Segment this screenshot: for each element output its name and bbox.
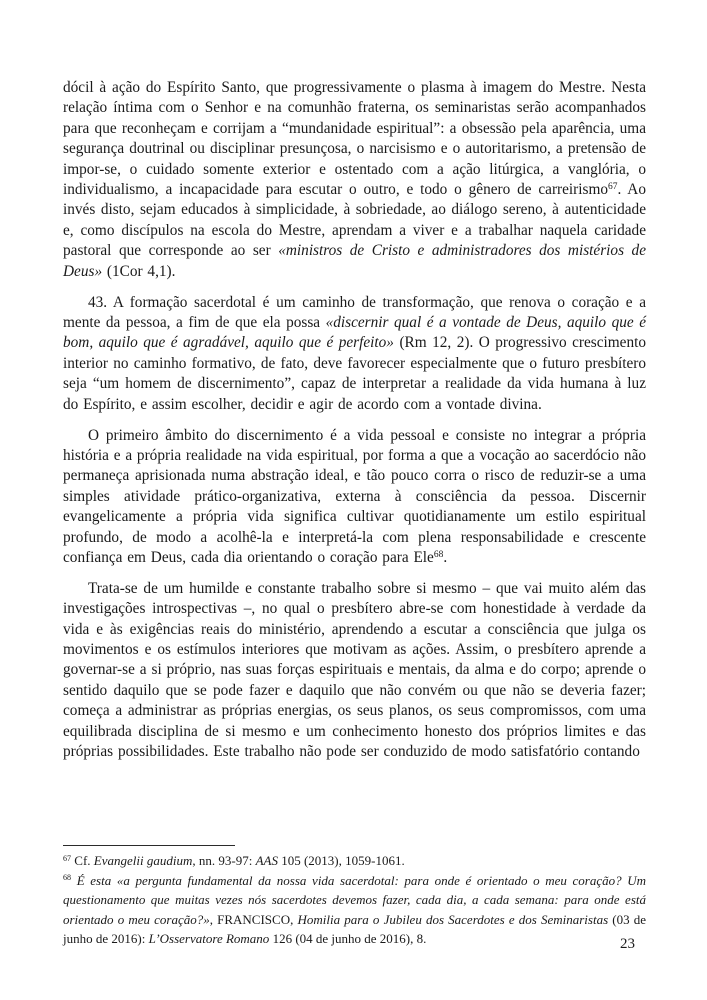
page-number: 23 — [620, 936, 635, 952]
paragraph-continuation: dócil à ação do Espírito Santo, que progressivamente o plasma à imagem do Mestre. Nesta relação íntima com o Senhor e na comunhão fraterna, os seminaristas serão acompanhados para que reconheçam e corrijam a “mundanidade espiritual”: a obsessão pela aparência, uma segurança doutrinal ou disciplinar presunçosa, o narcisismo e o autoritarismo, a pretensão de impor-se, o cuidado somente exterior e ostentado com a ação litúrgica, a vanglória, o individualismo, a incapacidade para escutar o outro, e todo o gênero de carreirismo$^{67}$. Ao invés disto, sejam educados à simplicidade, à sobriedade, ao diálogo sereno, à autenticidade e, como discípulos na escola do Mestre, aprendam a viver e a trabalhar naquela caridade pastoral que corresponde ao ser «ministros de Cristo e administradores dos mistérios de Deus» (1Cor 4,1). — [63, 79, 646, 280]
footnote-68: $^{68}$ É esta «a pergunta fundamental da nossa vida sacerdotal: para onde é orientado o meu coração? Um questionamento que muitas vezes nós sacerdotes devemos fazer, cada dia, a cada semana: para onde está orientado o meu coração?», FRANCISCO, Homilia para o Jubileu dos Sacerdotes e dos Seminaristas (03 de junho de 2016): L’Osservatore Romano 126 (04 de junho de 2016), 8. — [63, 872, 647, 947]
footnote-separator-rule — [63, 845, 235, 846]
page-body-text — [63, 78, 646, 763]
paragraph-work-on-self: Trata-se de um humilde e constante trabalho sobre si mesmo – que vai muito além das investigações introspectivas –, no qual o presbítero abre-se com honestidade à verdade da vida e às exigências reais do ministério, aprendendo a escutar a consciência que julga os movimentos e os estímulos interiores que motivam as ações. Assim, o presbítero aprende a governar-se a si próprio, nas suas forças espirituais e mentais, da alma e do corpo; aprende o sentido daquilo que se pode fazer e daquilo que não convém ou que não se deveria fazer; começa a administrar as próprias energias, os seus planos, os seus compromissos, com uma equilibrada disciplina de si mesmo e um conhecimento honesto dos próprios limites e das próprias possibilidades. Este trabalho não pode ser conduzido de modo satisfatório contando — [63, 579, 646, 761]
footnotes-section — [63, 845, 646, 949]
paragraph-43: 43. A formação sacerdotal é um caminho de transformação, que renova o coração e a mente da pessoa, a fim de que ela possa «discernir qual é a vontade de Deus, aquilo que é bom, aquilo que é agradável, aquilo que é perfeito» (Rm 12, 2). O progressivo crescimento interior no caminho formativo, de fato, deve favorecer especialmente que o futuro presbítero seja “um homem de discernimento”, capaz de interpretar a realidade da vida humana à luz do Espírito, e assim escolher, decidir e agir de acordo com a vontade divina. — [63, 293, 647, 413]
footnote-67: $^{67}$ Cf. Evangelii gaudium, nn. 93-97: AAS 105 (2013), 1059-1061. — [63, 853, 405, 868]
paragraph-discernment-personal-life: O primeiro âmbito do discernimento é a vida pessoal e consiste no integrar a própria história e a própria realidade na vida espiritual, por forma a que a vocação ao sacerdócio não permaneça aprisionada numa abstração ideal, e tão pouco corra o risco de reduzir-se a uma simples atividade prático-organizativa, externa à consciência da pessoa. Discernir evangelicamente a própria vida significa cultivar quotidianamente um estilo espiritual profundo, de modo a acolhê-la e interpretá-la com plena responsabilidade e crescente confiança em Deus, cada dia orientando o coração para Ele$^{68}$. — [63, 426, 647, 566]
